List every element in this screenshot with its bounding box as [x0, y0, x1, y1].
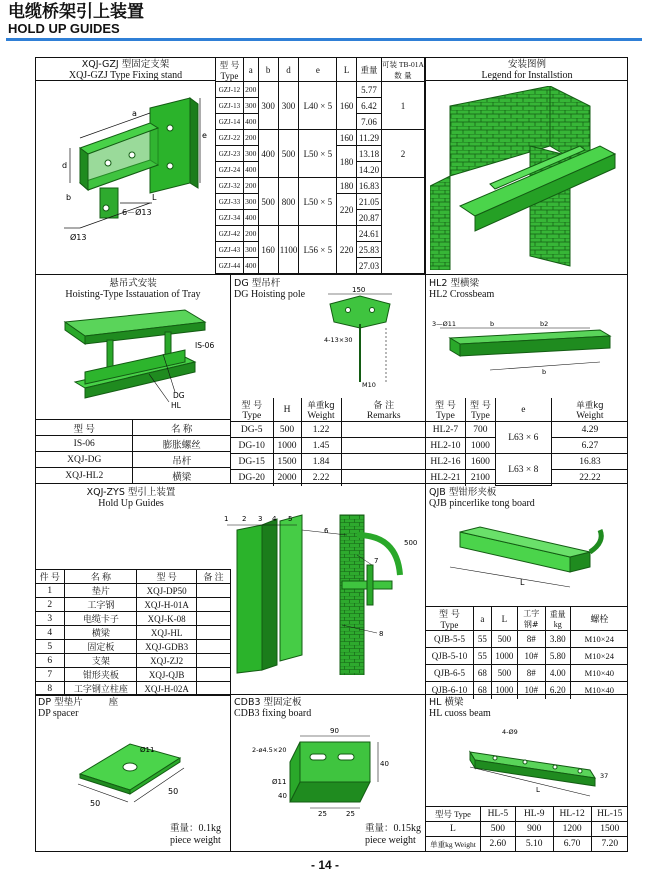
dg-table: 型 号 Type H 单重kg Weight 备 注 Remarks DG-5 500 1.22 DG-10 1000 1.45 DG-15 1500 1.84 DG-20 2000 2.22	[231, 398, 426, 486]
zys-table: 件 号 名 称 型 号 备 注 1 垫片 XQJ-DP50 2 工字钢 XQJ-H-01A 3 电缆卡子 XQJ-K-08 4 横梁 XQJ-HL 5 固定板 XQJ-GDB3 6 支架 XQJ-ZJ2 7 钳形夹板 XQJ-QJB 8 工字钢立柱座 XQJ-H-02A	[35, 569, 231, 696]
cdb3-label-40a: 40	[380, 760, 389, 768]
zys-label-7: 7	[374, 557, 379, 565]
dg-figure	[300, 284, 420, 390]
hl-label-L: L	[536, 786, 540, 794]
hoist-label-dg: DG	[173, 391, 185, 400]
legend-title-rule	[425, 80, 628, 81]
zys-label-5: 5	[288, 515, 293, 523]
qjb-title: QJB 型钳形夹板 QJB pincerlike tong board	[429, 487, 535, 509]
hl-label-holes: 4-Ø9	[502, 728, 518, 736]
dg-label-150: 150	[352, 286, 366, 294]
legend-title: 安装图例 Legend for Installstion	[481, 59, 573, 81]
legend-figure	[430, 86, 624, 270]
zys-figure	[222, 505, 422, 675]
zys-label-2: 2	[242, 515, 247, 523]
header-rule	[6, 38, 642, 41]
fs-label-L: L	[152, 193, 157, 202]
hl-figure	[440, 722, 625, 802]
zys-label-1: 1	[224, 515, 229, 523]
fs-label-b: b	[66, 193, 72, 202]
zys-label-500: 500	[404, 539, 418, 547]
dg-title: DG 型吊杆 DG Hoisting pole	[234, 278, 306, 300]
page-header	[8, 2, 144, 36]
hoisting-title: 悬吊式安装 Hoisting-Type Isstauation of Tray	[65, 278, 201, 300]
dp-figure	[60, 722, 220, 812]
cdb3-title: CDB3 型固定板 CDB3 fixing board	[234, 697, 312, 719]
qjb-label-L: L	[520, 578, 525, 587]
fs-label-dia: Ø13	[70, 233, 87, 242]
hl2-label-b-bottom: b	[542, 368, 547, 376]
hoist-label-hl: HL	[171, 401, 181, 410]
divider-v6	[230, 694, 231, 852]
zys-label-3: 3	[258, 515, 263, 523]
zys-title: XQJ-ZYS 型引上装置 Hold Up Guides	[86, 487, 176, 509]
fixing-stand-title: XQJ-GZJ 型固定支架 XQJ-GZJ Type Fixing stand	[68, 59, 183, 81]
cdb3-label-25a: 25	[318, 810, 327, 818]
hl2-label-holes: 3—Ø11	[432, 320, 457, 328]
fixing-stand-table: 型 号 Type a b d e L 重量 可装 TB-01A 数 量 GZJ-12 200 300 300 L40 × 5 160 5.77 1 GZJ-13 300 6.42 GZJ-14 400 7.06 GZJ-22 200 400 500 L50 × 5 160 11.29 2 GZJ-23 300 180 13.18 GZJ-24 400 14.20 GZJ-32 200 500 800 L50 × 5 180 16.83 GZJ-33 300 220 21.05 GZJ-34 400 20.87 GZJ-42 200 160 1100 L56 × 5 220 24.61 GZJ-43 300 25.83 GZJ-44 400 27.03	[215, 57, 425, 274]
hl2-title: HL2 型横梁 HL2 Crossbeam	[429, 278, 495, 300]
hl2-figure	[430, 318, 624, 378]
hl2-table: 型 号 Type 型 号 Type e 单重kg Weight HL2-7 700 L63 × 6 4.29 HL2-10 1000 6.27 HL2-16 1600 L63 × 8 16.83 HL2-21 2100 22.22	[425, 398, 628, 486]
cdb3-label-40b: 40	[278, 792, 287, 800]
fixing-stand-figure	[40, 88, 212, 268]
dp-weight: 重量：0.1kg piece weight	[170, 823, 222, 846]
fs-label-holes: 6－Ø13	[122, 208, 152, 217]
zys-label-4: 4	[272, 515, 277, 523]
fs-label-a: a	[132, 109, 137, 118]
cdb3-label-slots: 2-ø4.5×20	[252, 746, 287, 754]
cdb3-label-90: 90	[330, 727, 339, 735]
zys-label-8: 8	[379, 630, 384, 638]
hl-label-37: 37	[600, 772, 609, 780]
dp-label-dia: Ø11	[140, 746, 155, 754]
divider-row1	[35, 274, 628, 275]
hoisting-figure	[45, 302, 225, 412]
hl2-label-b2: b2	[540, 320, 549, 328]
cdb3-label-dia: Ø11	[272, 778, 287, 786]
hl2-label-b: b	[490, 320, 495, 328]
fixing-stand-title-rule	[35, 80, 215, 81]
cdb3-weight: 重量：0.15kg piece weight	[365, 823, 422, 846]
dg-label-m10: M10	[362, 381, 376, 389]
hoisting-table: 型 号 名 称 IS-06 膨胀螺丝 XQJ-DG 吊杆 XQJ-HL2 横梁	[35, 419, 231, 484]
page-number: - 14 -	[310, 858, 339, 872]
cdb3-label-25b: 25	[346, 810, 355, 818]
dp-label-50a: 50	[90, 799, 101, 808]
dp-title: DP 型垫片 座 DP spacer	[38, 697, 119, 719]
zys-label-6: 6	[324, 527, 329, 535]
hl-title: HL 横梁 HL cuoss beam	[429, 697, 491, 719]
qjb-table: 型 号 Type a L 工字 钢# 重量 kg 螺栓 QJB-5-5 55 500 8# 3.80 M10×24 QJB-5-10 55 1000 10# 5.80 M10×24 QJB-6-5 68 500 8# 4.00 M10×40 QJB-6-10 68 1000 10# 6.20 M10×40	[425, 606, 628, 699]
hoist-label-is06: IS-06	[195, 341, 215, 350]
fs-label-e: e	[202, 131, 207, 140]
qjb-figure	[440, 512, 625, 592]
dp-label-50b: 50	[168, 787, 179, 796]
divider-v2	[425, 57, 426, 275]
page-title-zh: 电缆桥架引上装置	[8, 2, 144, 22]
dg-label-holes: 4-13×30	[324, 336, 353, 344]
cdb3-figure	[250, 722, 420, 818]
page-title-en: HOLD UP GUIDES	[8, 21, 120, 36]
hl-table: 型号 Type HL-5 HL-9 HL-12 HL-15 L 500 900 1200 1500 单重kg Weight 2.60 5.10 6.70 7.20	[425, 806, 628, 852]
fs-label-d: d	[62, 161, 68, 170]
